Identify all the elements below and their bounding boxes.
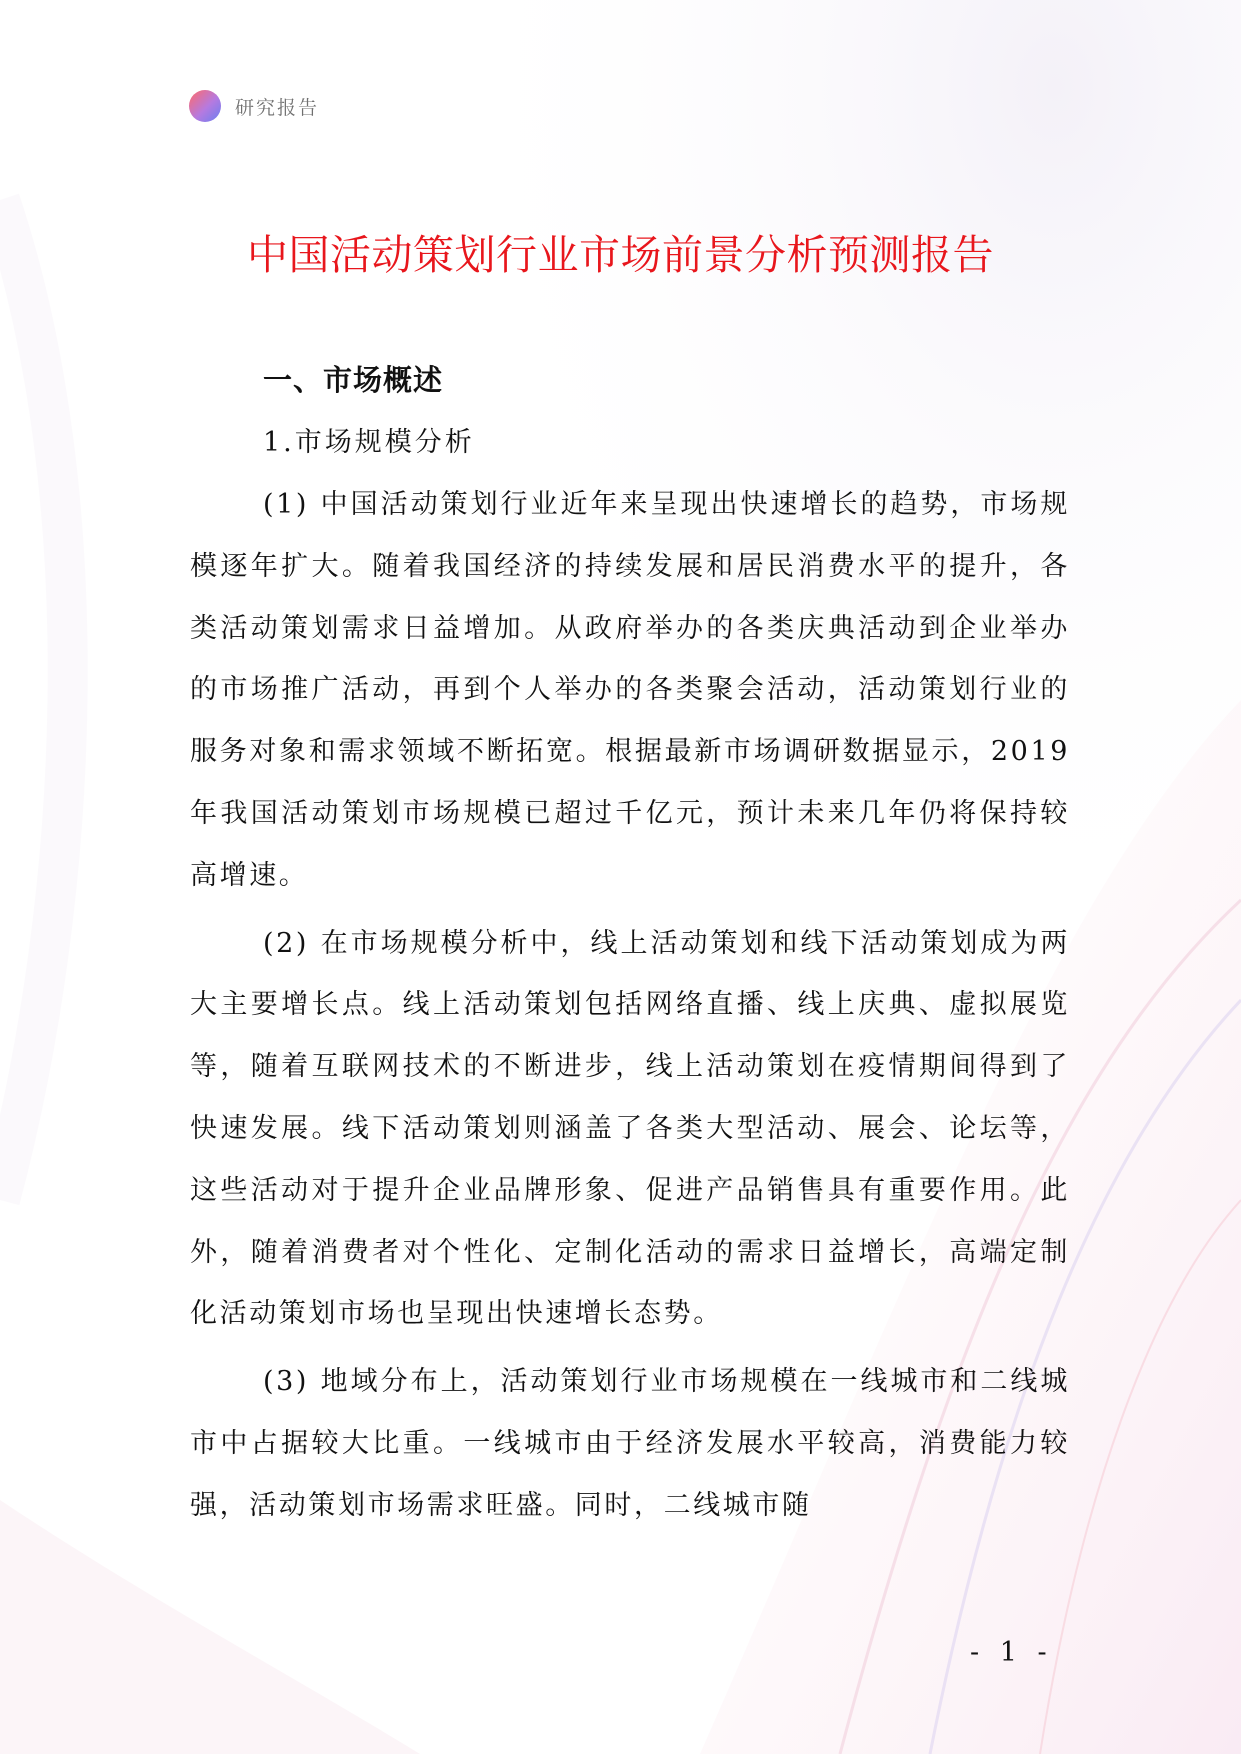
document-title: 中国活动策划行业市场前景分析预测报告 <box>247 231 994 279</box>
document-body <box>190 350 1070 1543</box>
report-header <box>189 89 319 123</box>
subsection-heading: 1.市场规模分析 <box>263 427 475 458</box>
paragraph: (1) 中国活动策划行业近年来呈现出快速增长的趋势，市场规模逐年扩大。随着我国经济的持续发展和居民消费水平的提升，各类活动策划需求日益增加。从政府举办的各类庆典活动到企业举办的市场推广活动，再到个人举办的各类聚会活动，活动策划行业的服务对象和需求领域不断拓宽。根据最新市场调研数据显示，2019年我国活动策划市场规模已超过千亿元，预计未来几年仍将保持较高增速。 <box>190 489 1070 891</box>
header-label: 研究报告 <box>235 96 320 119</box>
paragraph: (3) 地域分布上，活动策划行业市场规模在一线城市和二线城市中占据较大比重。一线城市由于经济发展水平较高，消费能力较强，活动策划市场需求旺盛。同时，二线城市随 <box>190 1366 1070 1521</box>
page-number: - 1 - <box>970 1637 1053 1668</box>
logo-circle-icon <box>189 90 221 122</box>
paragraph: (2) 在市场规模分析中，线上活动策划和线下活动策划成为两大主要增长点。线上活动策划包括网络直播、线上庆典、虚拟展览等，随着互联网技术的不断进步，线上活动策划在疫情期间得到了快速发展。线下活动策划则涵盖了各类大型活动、展会、论坛等，这些活动对于提升企业品牌形象、促进产品销售具有重要作用。此外，随着消费者对个性化、定制化活动的需求日益增长，高端定制化活动策划市场也呈现出快速增长态势。 <box>190 927 1070 1330</box>
section-heading: 一、市场概述 <box>263 363 444 397</box>
